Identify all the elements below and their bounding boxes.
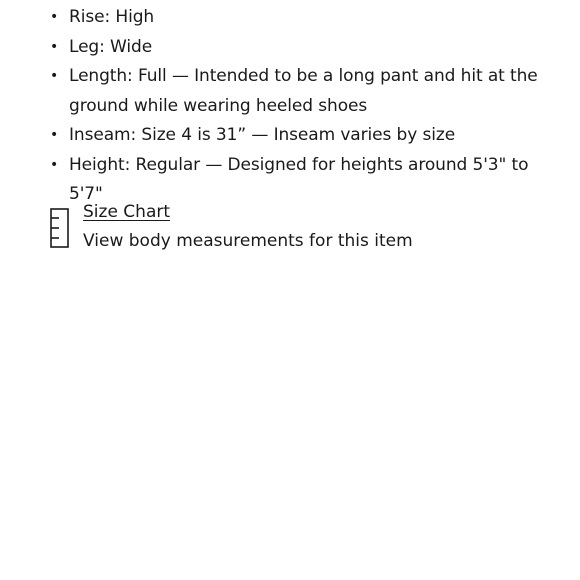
feature-text: Length: Full — Intended to be a long pant and hit at the ground while wearing heeled shoes <box>69 66 538 116</box>
size-chart-description: View body measurements for this item <box>83 231 413 251</box>
ruler-icon <box>50 208 70 248</box>
size-chart-block <box>50 199 550 255</box>
bullet-icon: • <box>50 156 59 173</box>
bullet-icon: • <box>50 9 59 25</box>
bullet-icon: • <box>50 38 59 55</box>
feature-item-rise <box>50 3 550 33</box>
bullet-icon: • <box>50 127 59 143</box>
feature-item-length <box>50 62 550 121</box>
feature-text: Rise: High <box>69 7 155 27</box>
feature-item-leg <box>50 33 550 63</box>
feature-text: Height: Regular — Designed for heights around 5'3" to 5'7" <box>69 154 529 204</box>
bullet-icon: • <box>50 68 59 84</box>
feature-text: Inseam: Size 4 is 31” — Inseam varies by size <box>69 125 456 145</box>
product-feature-list <box>50 3 550 210</box>
feature-item-inseam <box>50 121 550 151</box>
feature-text: Leg: Wide <box>69 36 153 57</box>
size-chart-link[interactable]: Size Chart <box>83 202 171 222</box>
